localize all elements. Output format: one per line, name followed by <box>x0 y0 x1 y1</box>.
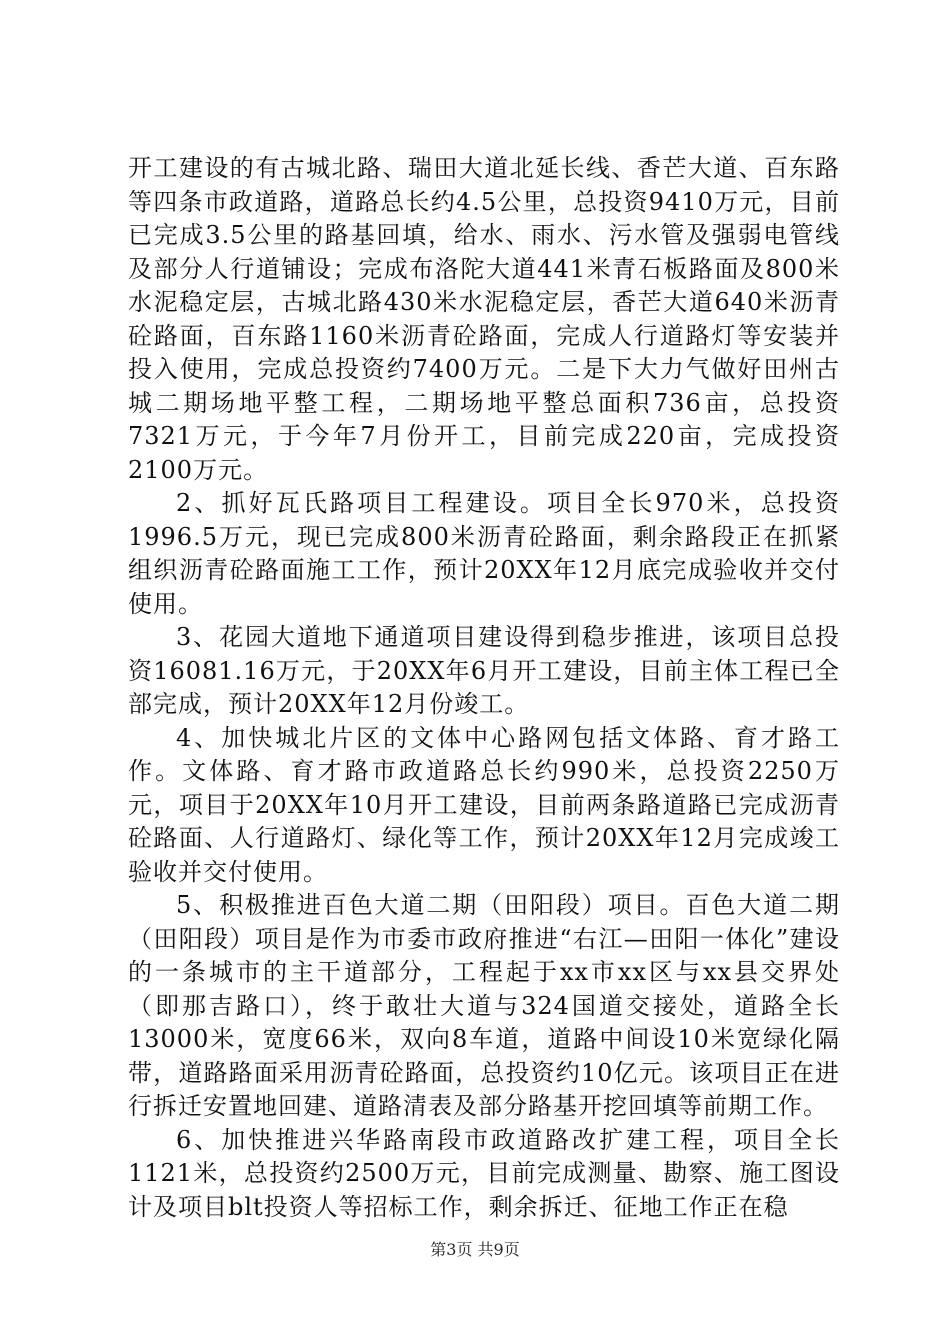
paragraph-continued: 开工建设的有古城北路、瑞田大道北延长线、香芒大道、百东路等四条市政道路，道路总长约4.5公里，总投资9410万元，目前已完成3.5公里的路基回填，给水、雨水、污水管及强弱电管线及部分人行道铺设；完成布洛陀大道441米青石板路面及800米水泥稳定层，古城北路430米水泥稳定层，香芒大道640米沥青砼路面，百东路1160米沥青砼路面，完成人行道路灯等安装并投入使用，完成总投资约7400万元。二是下大力气做好田州古城二期场地平整工程，二期场地平整总面积736亩，总投资7321万元，于今年7月份开工，目前完成220亩，完成投资2100万元。 <box>128 154 840 484</box>
paragraph-item-6: 6、加快推进兴华路南段市政道路改扩建工程，项目全长1121米，总投资约2500万元，目前完成测量、勘察、施工图设计及项目blt投资人等招标工作，剩余拆迁、征地工作正在稳 <box>128 1125 840 1221</box>
paragraph-item-2: 2、抓好瓦氏路项目工程建设。项目全长970米，总投资1996.5万元，现已完成800米沥青砼路面，剩余路段正在抓紧组织沥青砼路面施工工作，预计20XX年12月底完成验收并交付使用。 <box>128 489 840 618</box>
page-footer: 第3页 共9页 <box>430 1240 520 1259</box>
paragraph-item-5: 5、积极推进百色大道二期（田阳段）项目。百色大道二期（田阳段）项目是作为市委市政府推进“右江—田阳一体化”建设的一条城市的主干道部分，工程起于xx市xx区与xx县交界处（即那吉路口），终于敢壮大道与324国道交接处，道路全长13000米，宽度66米，双向8车道，道路中间设10米宽绿化隔带，道路路面采用沥青砼路面，总投资约10亿元。该项目正在进行拆迁安置地回建、道路清表及部分路基开挖回填等前期工作。 <box>128 891 840 1120</box>
paragraph-item-4: 4、加快城北片区的文体中心路网包括文体路、育才路工作。文体路、育才路市政道路总长约990米，总投资2250万元，项目于20XX年10月开工建设，目前两条路道路已完成沥青砼路面、人行道路灯、绿化等工作，预计20XX年12月完成竣工验收并交付使用。 <box>128 723 840 886</box>
document-body <box>128 152 840 1224</box>
paragraph-item-3: 3、花园大道地下通道项目建设得到稳步推进，该项目总投资16081.16万元，于20XX年6月开工建设，目前主体工程已全部完成，预计20XX年12月份竣工。 <box>128 623 840 718</box>
